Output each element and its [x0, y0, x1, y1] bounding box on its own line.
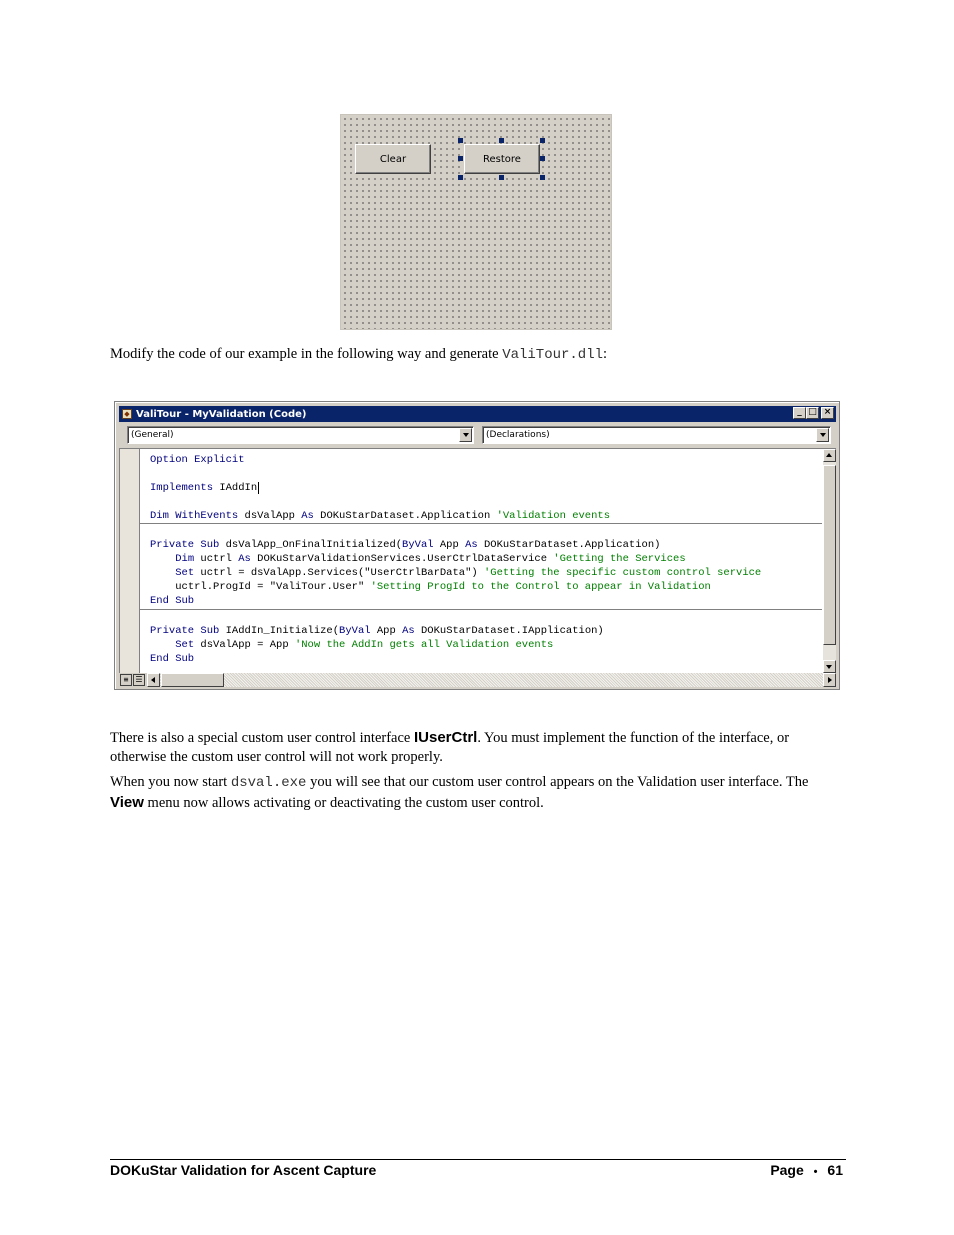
footer-page [770, 1162, 843, 1178]
paragraph-iuserctrl [110, 728, 840, 767]
minimize-icon[interactable]: _ [793, 407, 806, 419]
full-module-view-icon[interactable]: ☰ [133, 674, 145, 686]
para2-text: menu now allows activating or deactivating the custom user control. [143, 795, 544, 811]
scroll-left-icon[interactable] [147, 673, 160, 687]
code-line: End Sub [150, 653, 195, 665]
vertical-scroll-thumb[interactable] [823, 465, 836, 645]
intro-text: Modify the code of our example in the following way and generate [110, 346, 503, 362]
code-editor[interactable] [119, 448, 836, 673]
selection-handle[interactable] [458, 138, 463, 143]
clear-button[interactable]: Clear [355, 144, 431, 174]
code-window-bottom-bar [119, 673, 836, 687]
view-menu-term: View [110, 794, 144, 811]
margin-indicator-bar[interactable] [120, 449, 140, 673]
procedure-separator [140, 523, 822, 524]
para2-text: you will see that our custom user control appears on the Validation user interface. The [306, 774, 809, 790]
code-line: Option Explicit [150, 454, 245, 466]
selection-handle[interactable] [499, 138, 504, 143]
selection-handle[interactable] [458, 156, 463, 161]
paragraph-dsval [110, 773, 840, 813]
close-icon[interactable]: × [821, 407, 834, 419]
code-line: Private Sub dsValApp_OnFinalInitialized(ByVal App As DOKuStarDataset.Application) [150, 539, 661, 551]
code-line: Private Sub IAddIn_Initialize(ByVal App As DOKuStarDataset.IApplication) [150, 625, 604, 637]
code-window-title: ValiTour - MyValidation (Code) [136, 408, 307, 420]
form-designer-canvas[interactable] [340, 114, 612, 330]
para2-text: When you now start [110, 774, 231, 790]
object-combo-value: (General) [131, 430, 174, 440]
code-line: Implements IAddIn [150, 482, 258, 494]
selection-handle[interactable] [458, 175, 463, 180]
selection-handle[interactable] [540, 138, 545, 143]
vertical-scrollbar[interactable] [823, 449, 836, 673]
scroll-right-icon[interactable] [823, 673, 836, 687]
object-combo[interactable] [127, 426, 474, 444]
code-line: Dim WithEvents dsValApp As DOKuStarDataset.Application 'Validation events [150, 510, 610, 522]
chevron-down-icon[interactable] [459, 428, 472, 442]
chevron-down-icon[interactable] [816, 428, 829, 442]
horizontal-scrollbar[interactable] [147, 673, 836, 687]
selection-handle[interactable] [540, 156, 545, 161]
bullet-icon: • [813, 1166, 818, 1178]
page-number: 61 [827, 1162, 843, 1178]
dsval-exe-term: dsval.exe [230, 775, 307, 791]
procedure-combo[interactable] [482, 426, 831, 444]
code-window-titlebar[interactable] [119, 406, 836, 422]
scroll-down-icon[interactable] [823, 660, 836, 673]
scroll-up-icon[interactable] [823, 449, 836, 462]
procedure-separator [140, 609, 822, 610]
procedure-combo-value: (Declarations) [486, 430, 550, 440]
code-line: uctrl.ProgId = "ValiTour.User" 'Setting ProgId to the Control to appear in Validation [175, 581, 711, 593]
procedure-view-icon[interactable]: ≡ [120, 674, 132, 686]
code-line: Set dsValApp = App 'Now the AddIn gets all Validation events [175, 639, 554, 651]
selection-handle[interactable] [499, 175, 504, 180]
intro-suffix: : [603, 346, 608, 362]
vb-app-icon: ◆ [122, 409, 132, 419]
page-label: Page [770, 1162, 804, 1178]
maximize-icon[interactable]: □ [806, 407, 819, 419]
code-line: End Sub [150, 595, 195, 607]
code-line: Dim uctrl As DOKuStarValidationServices.UserCtrlDataService 'Getting the Services [175, 553, 686, 565]
intro-paragraph [110, 345, 840, 365]
code-line: Set uctrl = dsValApp.Services("UserCtrlBarData") 'Getting the specific custom control service [175, 567, 762, 579]
footer-title: DOKuStar Validation for Ascent Capture [110, 1162, 377, 1178]
para1-text: . You must implement the function of the interface, or otherwise the custom user control will not work properly. [110, 730, 790, 765]
restore-button[interactable]: Restore [464, 144, 540, 174]
para1-text: There is also a special custom user control interface [110, 730, 414, 746]
iuserctrl-term: IUserCtrl [413, 729, 478, 746]
selection-handle[interactable] [540, 175, 545, 180]
footer-rule [110, 1159, 846, 1160]
horizontal-scroll-thumb[interactable] [161, 673, 224, 687]
intro-filename: ValiTour.dll [502, 347, 604, 363]
code-window [114, 401, 840, 690]
